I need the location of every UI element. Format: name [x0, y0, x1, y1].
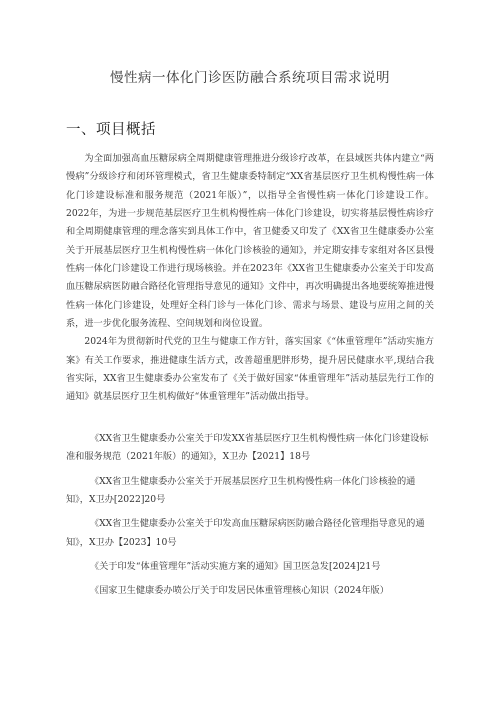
reference-item-5: 《国家卫生健康委办喷公厅关于印发居民体重管理核心知识（2024年版） [89, 585, 389, 597]
paragraph-2: 2024年为贯彻新时代党的卫生与健康工作方针，落实国家《“体重管理年”活动实施方案》有关工作要求，推进健康生活方式，改善超重肥胖形势，提升居民健康水平,现结合我省实际，XX省卫生健康委办公室发布了《关于做好国家“体重管理年”活动基层先行工作的通知》就基层医疗卫生机构做好“体重管理年”活动做出指导。 [66, 336, 434, 403]
document-title: 慢性病一体化门诊医防融合系统项目需求说明 [110, 70, 390, 86]
reference-item-4: 《关于印发“体重管理年”活动实施方案的通知》国卫医急发[2024]21号 [89, 561, 381, 573]
reference-item-2: 《XX省卫生健康委办公室关于开展基层医疗卫生机构慢性病一体化门诊核验的通知》，X卫办[2022]20号 [66, 475, 416, 506]
reference-list [66, 430, 434, 607]
body-text [66, 150, 434, 407]
paragraph-1: 为全面加强高血压糖尿病全周期健康管理推进分级诊疗改革，在县域医共体内建立“两慢病”分级诊疗和闭环管理模式，省卫生健康委特制定“XX省基层医疗卫生机构慢性病一体化门诊建设标准和服务规范（2021年版）”，以指导全省慢性病一体化门诊建设工作。2022年，为进一步规范基层医疗卫生机构慢性病一体化门诊建设，切实将基层慢性病诊疗和全周期健康管理的理念落实到具体工作中，省卫健委又印发了《XX省卫生健康委办公室关于开展基层医疗卫生机构慢性病一体化门诊核验的通知》，并定期安排专家组对各区县慢性病一体化门诊建设工作进行现场核验。并在2023年《XX省卫生健康委办公室关于印发高血压糖尿病医防融合路径化管理指导意见的通知》文件中，再次明确提出各地要统筹推进慢性病一体化门诊建设，处理好全科门诊与一体化门诊、需求与场景、建设与应用之间的关系，进一步优化服务流程、空间规划和岗位设置。 [66, 153, 434, 330]
section-heading: 一、项目概括 [66, 122, 156, 138]
reference-item-3: 《XX省卫生健康委办公室关于印发高血压糖尿病医防融合路径化管理指导意见的通知》，X卫办【2023】10号 [66, 518, 425, 548]
reference-item-1: 《XX省卫生健康委办公室关于印发XX省基层医疗卫生机构慢性病一体化门诊建设标准和服务规范（2021年版）的通知》，X卫办【2021】18号 [66, 433, 429, 463]
